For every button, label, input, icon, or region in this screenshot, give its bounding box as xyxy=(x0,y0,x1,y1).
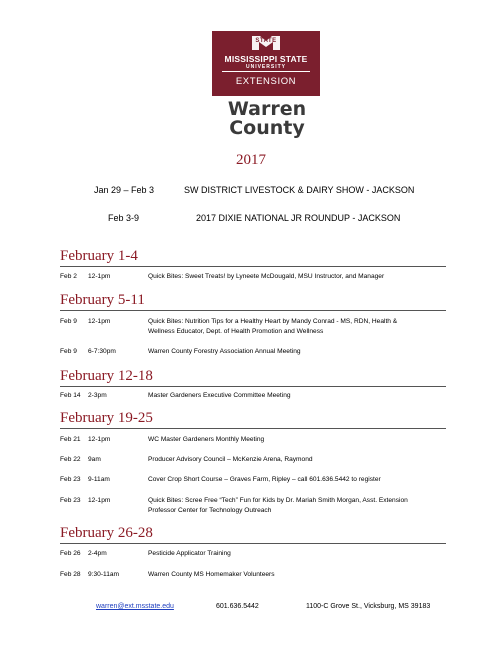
row-description: Quick Bites: Nutrition Tips for a Healthy Heart by Mandy Conrad - MS, RDN, Health & xyxy=(148,318,398,325)
row-date: Feb 14 xyxy=(60,392,81,399)
section-divider xyxy=(60,266,446,267)
section-divider xyxy=(60,310,446,311)
event-1-name: SW DISTRICT LIVESTOCK & DAIRY SHOW - JACKSON xyxy=(184,185,415,195)
footer-phone: 601.636.5442 xyxy=(216,603,259,610)
row-description: Master Gardeners Executive Committee Meeting xyxy=(148,392,291,399)
row-time: 6-7:30pm xyxy=(88,348,116,355)
row-description: Cover Crop Short Course – Graves Farm, Ripley – call 601.636.5442 to register xyxy=(148,476,381,483)
row-description: Quick Bites: Sweet Treats! by Lyneete McDougald, MSU Instructor, and Manager xyxy=(148,273,385,280)
section-divider xyxy=(60,386,446,387)
row-date: Feb 23 xyxy=(60,497,81,504)
row-time: 9:30-11am xyxy=(88,571,120,578)
row-time: 9-11am xyxy=(88,476,110,483)
row-description: WC Master Gardeners Monthly Meeting xyxy=(148,436,265,443)
section-divider xyxy=(60,543,446,544)
row-date: Feb 9 xyxy=(60,318,77,325)
row-date: Feb 21 xyxy=(60,436,81,443)
row-date: Feb 9 xyxy=(60,348,77,355)
row-time: 2-4pm xyxy=(88,550,107,557)
event-1-dates: Jan 29 – Feb 3 xyxy=(94,185,155,195)
row-description-continued: Wellness Educator, Dept. of Health Promotion and Wellness xyxy=(148,328,324,335)
county-line-1: Warren xyxy=(227,98,307,120)
row-description: Warren County MS Homemaker Volunteers xyxy=(148,571,275,578)
row-time: 12-1pm xyxy=(88,318,111,325)
row-time: 9am xyxy=(88,456,101,463)
row-time: 12-1pm xyxy=(88,273,111,280)
row-date: Feb 23 xyxy=(60,476,81,483)
county-line-2: County xyxy=(229,117,305,139)
row-date: Feb 28 xyxy=(60,571,81,578)
row-time: 2-3pm xyxy=(88,392,107,399)
logo-university-word: UNIVERSITY xyxy=(245,64,286,70)
row-description: Producer Advisory Council – McKenzie Arena, Raymond xyxy=(148,456,313,463)
section-heading: February 19-25 xyxy=(60,410,153,426)
msu-extension-logo xyxy=(212,31,320,96)
section-divider xyxy=(60,428,446,429)
row-date: Feb 26 xyxy=(60,550,81,557)
row-time: 12-1pm xyxy=(88,436,111,443)
row-date: Feb 22 xyxy=(60,456,81,463)
row-time: 12-1pm xyxy=(88,497,111,504)
row-description-continued: Professor Center for Technology Outreach xyxy=(148,507,272,514)
logo-university-name: MISSISSIPPI STATE xyxy=(224,54,308,64)
footer-email-link[interactable]: warren@ext.msstate.edu xyxy=(96,603,174,610)
row-description: Quick Bites: Scree Free “Tech” Fun for Kids by Dr. Mariah Smith Morgan, Asst. Extension xyxy=(148,497,408,504)
section-heading: February 12-18 xyxy=(60,368,153,384)
logo-state-word: STATE xyxy=(255,38,277,44)
year-heading: 2017 xyxy=(236,152,266,168)
section-heading: February 5-11 xyxy=(60,292,145,308)
row-description: Warren County Forestry Association Annual Meeting xyxy=(148,348,301,355)
logo-divider xyxy=(222,71,310,72)
logo-extension-word: EXTENSION xyxy=(235,76,297,87)
event-2-dates: Feb 3-9 xyxy=(108,213,140,223)
row-date: Feb 2 xyxy=(60,273,77,280)
section-heading: February 26-28 xyxy=(60,525,153,541)
footer-address: 1100-C Grove St., Vicksburg, MS 39183 xyxy=(306,603,431,610)
event-2-name: 2017 DIXIE NATIONAL JR ROUNDUP - JACKSON xyxy=(196,213,401,223)
row-description: Pesticide Applicator Training xyxy=(148,550,231,557)
section-heading: February 1-4 xyxy=(60,248,138,264)
county-title xyxy=(214,100,320,138)
